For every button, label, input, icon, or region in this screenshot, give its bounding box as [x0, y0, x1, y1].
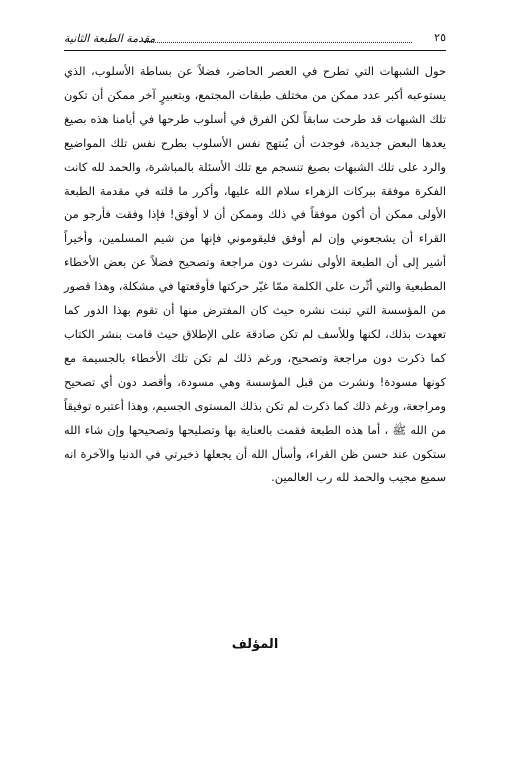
- header-leader-dots: [144, 42, 412, 43]
- running-header: [64, 27, 446, 47]
- body-paragraph: حول الشبهات التي تطرح في العصر الحاضر، فضلاً عن بساطة الأسلوب، الذي يستوعبه أكبر عدد ممكن من مختلف طبقات المجتمع، وبتعبيرٍ آخر ممكن أن تكون تلك الشبهات قد طرحت سابقاً لكن الفرق في أسلوب طرحها في أيامنا هذه بصيغ يعدها البعض جديدة، فوجدت أن يُنتهج نفس الأسلوب بطرح نفس تلك المواضيع والرد على تلك الشبهات بصيغ تنسجم مع تلك الأسئلة بالمباشرة، والحمد لله كانت الفكرة موفقة ببركات الزهراء سلام الله عليها، وأكرر ما قلته في مقدمة الطبعة الأولى ممكن أن أكون موفقاً في ذلك وممكن أن لا أوفق! فإذا وفقت فأرجو من القراء أن يشجعوني وإن لم أوفق فليقوموني فإنها من شيم المسلمين، وأخيراً أشير إلى أن الطبعة الأولى نشرت دون مراجعة وتصحيح فضلاً عن بعض الأخطاء المطبعية والتي أثّرت على الكلمة ممّا غيّر حركتها فأوقعتها في مشكلة، وهذا قصور من المؤسسة التي تبنت نشره حيث كان المفترض منها أن تقوم بهذا الدور كما تعهدت بذلك، لكنها وللأسف لم تكن صادقة على الإطلاق حيث قامت بنشر الكتاب كما ذكرت دون مراجعة وتصحيح، ورغم ذلك لم تكن تلك الأخطاء بالجسيمة مع كونها مسودة! ونشرت من قبل المؤسسة وهي مسودة، وأقصد دون أي تصحيح ومراجعة، ورغم ذلك كما ذكرت لم تكن بذلك المستوى الجسيم، وهذا أعتبره توفيقاً من الله ﷺ ، أما هذه الطبعة فقمت بالعناية بها وتصليحها وتصحيحها وإن شاء الله ستكون عند حسن ظن القراء، وأسأل الله أن يجعلها ذخيرتي في الدنيا والآخرة انه سميع مجيب والحمد لله رب العالمين.: [64, 64, 446, 485]
- page-number: ٢٥: [434, 31, 446, 44]
- author-signature: المؤلف: [231, 637, 279, 652]
- running-header-title: مقدمة الطبعة الثانية: [64, 32, 156, 45]
- header-rule: [64, 50, 446, 51]
